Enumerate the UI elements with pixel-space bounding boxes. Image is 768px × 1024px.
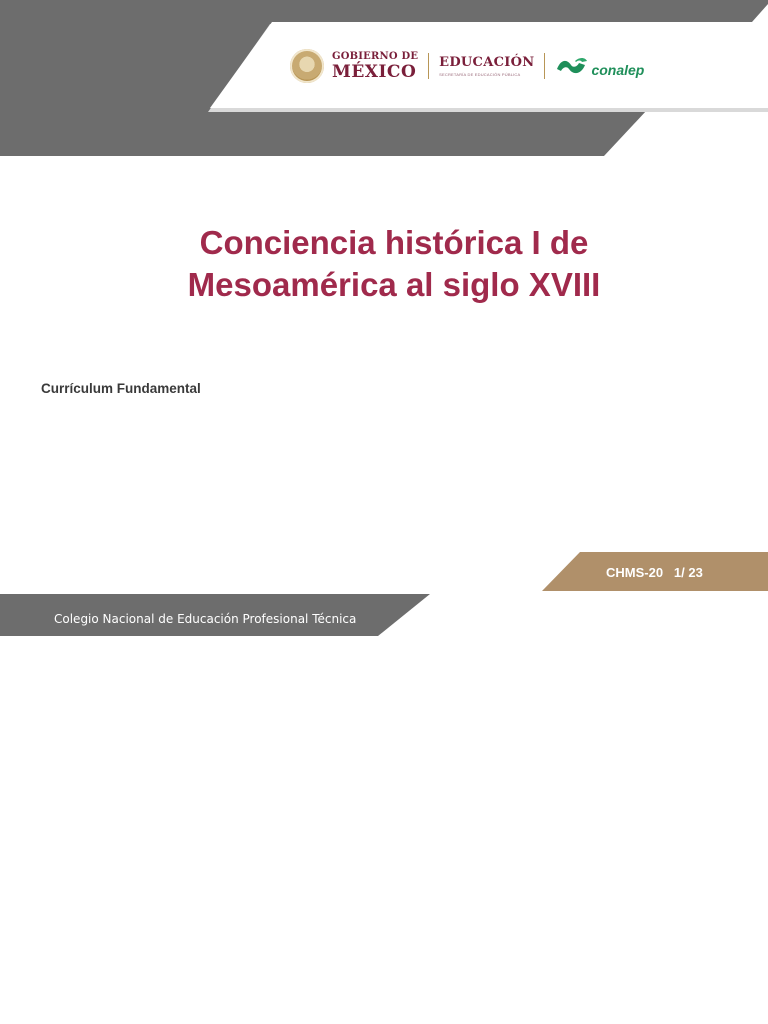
title-line-1: Conciencia histórica I de xyxy=(199,224,589,261)
institution-name: Colegio Nacional de Educación Profesional Técnica xyxy=(54,612,357,626)
conalep-logo xyxy=(555,54,644,78)
logo-strip xyxy=(290,44,644,88)
educacion-label: EDUCACIÓN xyxy=(439,54,535,70)
curriculum-label: Currículum Fundamental xyxy=(41,381,201,396)
logo-divider-2 xyxy=(544,53,545,79)
logo-divider xyxy=(428,53,429,79)
document-title xyxy=(0,222,768,306)
conalep-label: conalep xyxy=(591,62,645,78)
gobierno-de-label: GOBIERNO DE xyxy=(332,50,419,62)
educacion-logo xyxy=(439,56,534,77)
mexico-label: MÉXICO xyxy=(332,61,417,82)
sep-sublabel: SECRETARÍA DE EDUCACIÓN PÚBLICA xyxy=(439,71,521,77)
conalep-mark-icon xyxy=(555,55,589,77)
coat-of-arms-logo xyxy=(290,49,324,83)
title-line-2: Mesoamérica al siglo XVIII xyxy=(187,266,601,303)
gobierno-de-mexico-logo xyxy=(332,52,418,81)
code-badge xyxy=(606,565,703,580)
course-code: CHMS-20 xyxy=(606,565,664,580)
page-indicator: 1/ 23 xyxy=(673,565,703,580)
